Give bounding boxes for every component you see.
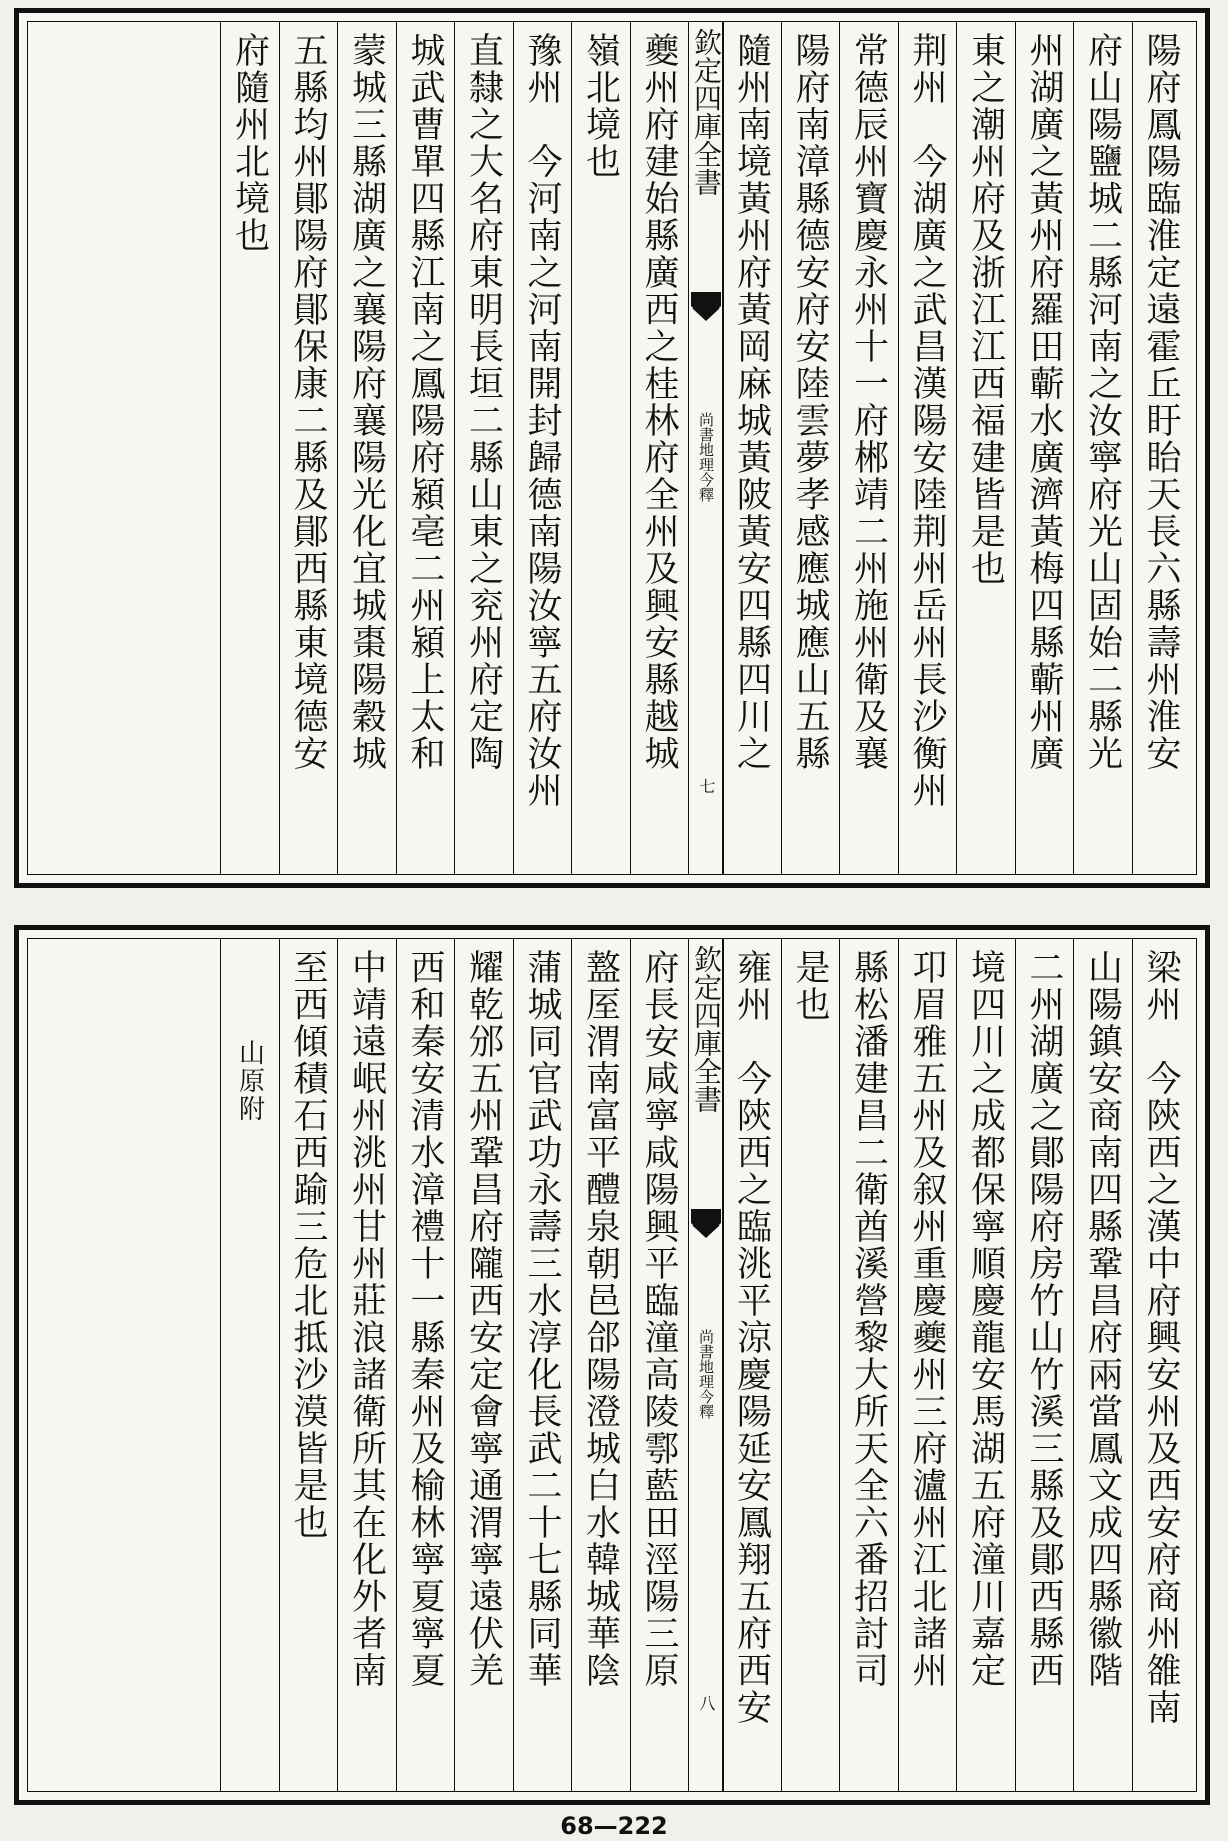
- column-rule: [337, 939, 338, 1791]
- fold-center-column: [688, 939, 724, 1791]
- text-column: 陽府鳳陽臨淮定遠霍丘盱眙天長六縣壽州淮安: [1141, 32, 1181, 772]
- text-column: 豫州 今河南之河南開封歸德南陽汝寧五府汝州: [522, 32, 562, 809]
- text-column: 卭眉雅五州及叙州重慶夔州三府瀘州江北諸州: [907, 949, 947, 1689]
- column-rule: [839, 939, 840, 1791]
- column-rule: [781, 939, 782, 1791]
- header-title: 欽定四庫全書: [690, 28, 723, 196]
- column-rule: [513, 22, 514, 874]
- text-column: 蒲城同官武功永壽三水淳化長武二十七縣同華: [522, 949, 562, 1689]
- text-column: 雍州 今陝西之臨洮平涼慶陽延安鳳翔五府西安: [731, 949, 772, 1726]
- book-title: 尚書地理今釋: [697, 1329, 715, 1419]
- text-column: 荆州 今湖廣之武昌漢陽安陸荆州岳州長沙衡州: [907, 32, 947, 809]
- upper-page: [14, 8, 1210, 888]
- column-rule: [839, 22, 840, 874]
- text-column: 盩厔渭南富平醴泉朝邑郃陽澄城白水韓城華陰: [580, 949, 621, 1689]
- book-title: 尚書地理今釋: [697, 412, 715, 502]
- column-rule: [279, 22, 280, 874]
- text-column: 山原附: [234, 1039, 265, 1123]
- text-column: 府山陽鹽城二縣河南之汝寧府光山固始二縣光: [1082, 32, 1123, 772]
- text-column: 縣松潘建昌二衛酋溪營黎大所天全六番招討司: [848, 949, 889, 1689]
- header-title: 欽定四庫全書: [690, 945, 723, 1113]
- column-rule: [220, 22, 221, 874]
- column-rule: [1132, 939, 1133, 1791]
- column-rule: [454, 22, 455, 874]
- column-rule: [1015, 22, 1016, 874]
- column-rule: [513, 939, 514, 1791]
- column-rule: [571, 22, 572, 874]
- text-column: 陽府南漳縣德安府安陸雲夢孝感應城應山五縣: [790, 32, 830, 772]
- text-column: 二州湖廣之鄖陽府房竹山竹溪三縣及鄖西縣西: [1024, 949, 1064, 1689]
- fishtail-mark-icon: [691, 292, 721, 330]
- text-column: 隨州南境黃州府黃岡麻城黃陂黃安四縣四川之: [731, 32, 772, 772]
- column-rule: [571, 939, 572, 1791]
- column-rule: [396, 939, 397, 1791]
- text-column: 是也: [790, 949, 830, 1023]
- text-column: 山陽鎮安商南四縣鞏昌府兩當鳳文成四縣徽階: [1082, 949, 1123, 1689]
- text-column: 蒙城三縣湖廣之襄陽府襄陽光化宜城棗陽穀城: [346, 32, 387, 772]
- column-rule: [1015, 939, 1016, 1791]
- fold-center-column: [688, 22, 724, 874]
- text-column: 府隨州北境也: [229, 32, 270, 254]
- upper-page-frame: [27, 21, 1197, 875]
- text-column: 中靖遠岷州洮州甘州莊浪諸衛所其在化外者南: [346, 949, 387, 1689]
- text-column: 梁州 今陝西之漢中府興安州及西安府商州雒南: [1141, 949, 1181, 1726]
- column-rule: [956, 22, 957, 874]
- text-column: 嶺北境也: [580, 32, 621, 180]
- column-rule: [220, 939, 221, 1791]
- column-rule: [1132, 22, 1133, 874]
- column-rule: [454, 939, 455, 1791]
- column-rule: [396, 22, 397, 874]
- column-rule: [898, 22, 899, 874]
- column-rule: [1073, 22, 1074, 874]
- page-number: 八: [697, 1695, 716, 1711]
- page-number: 七: [697, 778, 716, 794]
- text-column: 常德辰州寶慶永州十一府郴靖二州施州衛及襄: [848, 32, 889, 772]
- text-column: 夔州府建始縣廣西之桂林府全州及興安縣越城: [639, 32, 679, 772]
- text-column: 五縣均州鄖陽府鄖保康二縣及鄖西縣東境德安: [288, 32, 328, 772]
- column-rule: [279, 939, 280, 1791]
- text-column: 境四川之成都保寧順慶龍安馬湖五府潼川嘉定: [965, 949, 1006, 1689]
- column-rule: [630, 939, 631, 1791]
- text-column: 州湖廣之黃州府羅田蘄水廣濟黃梅四縣蘄州廣: [1024, 32, 1064, 772]
- column-rule: [956, 939, 957, 1791]
- text-column: 西和秦安清水漳禮十一縣秦州及榆林寧夏寧夏: [405, 949, 445, 1689]
- text-column: 耀乾邠五州鞏昌府隴西安定會寧通渭寧遠伏羌: [463, 949, 504, 1689]
- column-rule: [337, 22, 338, 874]
- lower-page: [14, 925, 1210, 1805]
- column-rule: [898, 939, 899, 1791]
- column-rule: [781, 22, 782, 874]
- text-column: 城武曹單四縣江南之鳳陽府潁亳二州潁上太和: [405, 32, 445, 772]
- column-rule: [1073, 939, 1074, 1791]
- page-footer-number: 68—222: [560, 1812, 668, 1840]
- text-column: 府長安咸寧咸陽興平臨潼高陵鄠藍田涇陽三原: [639, 949, 679, 1689]
- fishtail-mark-icon: [691, 1209, 721, 1247]
- column-rule: [630, 22, 631, 874]
- lower-page-frame: [27, 938, 1197, 1792]
- text-column: 直隸之大名府東明長垣二縣山東之兖州府定陶: [463, 32, 504, 772]
- text-column: 東之潮州府及浙江江西福建皆是也: [965, 32, 1006, 587]
- text-column: 至西傾積石西踰三危北抵沙漠皆是也: [288, 949, 328, 1541]
